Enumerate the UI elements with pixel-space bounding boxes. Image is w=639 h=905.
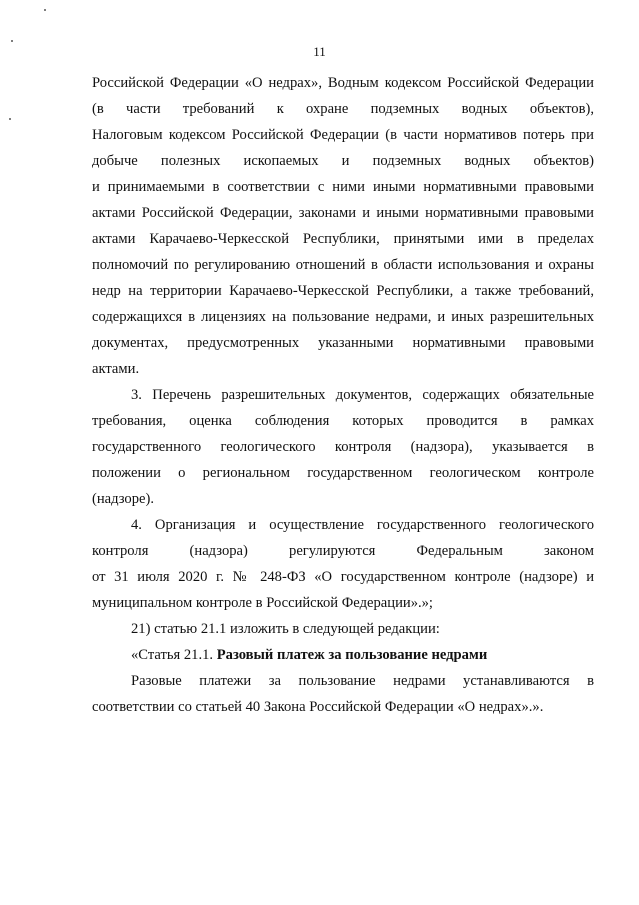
article-number: «Статья 21.1. — [131, 647, 217, 663]
text-line: контроля (надзора) регулируются Федеральным законом — [92, 543, 594, 559]
text-line: от 31 июля 2020 г. № 248-ФЗ «О государственном контроле (надзоре) и — [92, 569, 594, 585]
paragraph-3-first-line: 3. Перечень разрешительных документов, содержащих обязательные — [131, 387, 594, 403]
scan-speck — [44, 9, 46, 11]
text-line: (надзоре). — [92, 491, 155, 507]
text-line: Российской Федерации «О недрах», Водным кодексом Российской Федерации — [92, 75, 594, 91]
text-line: требования, оценка соблюдения которых проводится в рамках — [92, 413, 594, 429]
article-heading — [131, 645, 487, 665]
text-line: государственного геологического контроля (надзора), указывается в — [92, 439, 594, 455]
text-line: недр на территории Карачаево-Черкесской Республики, а также требований, — [92, 283, 594, 299]
page-number: 11 — [313, 44, 326, 59]
text-line: Налоговым кодексом Российской Федерации (в части нормативов потерь при — [92, 127, 594, 143]
article-text-first-line: Разовые платежи за пользование недрами устанавливаются в — [131, 673, 594, 689]
amendment-item-21: 21) статью 21.1 изложить в следующей редакции: — [131, 621, 440, 637]
text-line: содержащихся в лицензиях на пользование недрами, и иных разрешительных — [92, 309, 594, 325]
article-title: Разовый платеж за пользование недрами — [216, 647, 488, 663]
text-line: положении о региональном государственном геологическом контроле — [92, 465, 594, 481]
text-line: соответствии со статьей 40 Закона Российской Федерации «О недрах».». — [92, 699, 544, 715]
text-line: и принимаемыми в соответствии с ними иными нормативными правовыми — [92, 179, 594, 195]
text-line: полномочий по регулированию отношений в области использования и охраны — [92, 257, 594, 273]
text-line: актами Российской Федерации, законами и иными нормативными правовыми — [92, 205, 594, 221]
text-line: актами. — [92, 361, 140, 377]
text-line: актами Карачаево-Черкесской Республики, принятыми ими в пределах — [92, 231, 594, 247]
text-line: (в части требований к охране подземных водных объектов), — [92, 101, 594, 117]
scan-speck — [11, 40, 13, 42]
text-line: документах, предусмотренных указанными нормативными правовыми — [92, 335, 594, 351]
paragraph-4-first-line: 4. Организация и осуществление государственного геологического — [131, 517, 594, 533]
text-line: добыче полезных ископаемых и подземных водных объектов) — [92, 153, 594, 169]
scan-speck — [9, 118, 11, 120]
text-line: муниципальном контроле в Российской Федерации».»; — [92, 595, 433, 611]
